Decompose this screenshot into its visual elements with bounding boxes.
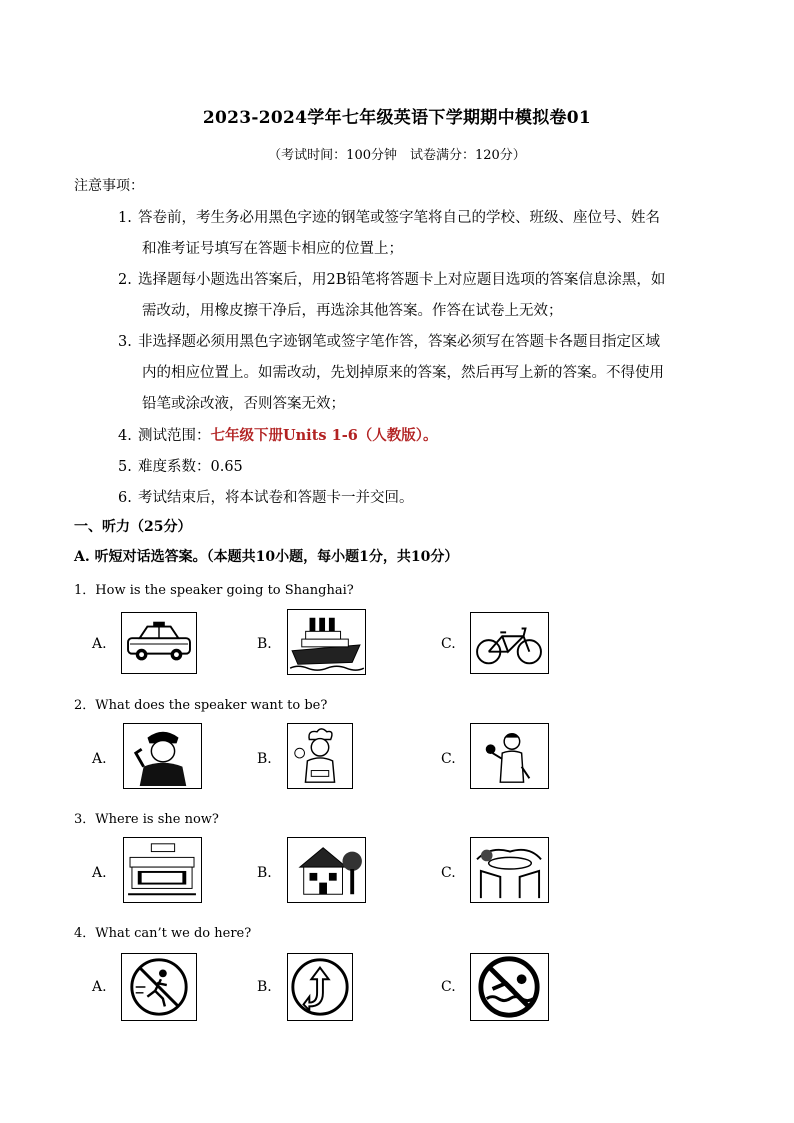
question-number: 4． xyxy=(74,926,96,941)
notice-item xyxy=(118,452,724,483)
option-a-label: A. xyxy=(92,865,107,881)
option-c-label: C. xyxy=(441,865,456,881)
notice-item-number: 3. xyxy=(118,334,132,350)
page-title: 2023-2024学年七年级英语下学期期中模拟卷01 xyxy=(202,108,592,128)
police-officer-icon xyxy=(123,723,202,789)
notice-item xyxy=(118,327,724,420)
notice-item xyxy=(118,483,724,514)
question-number: 1． xyxy=(74,583,96,598)
notice-item-number: 4. xyxy=(118,428,132,444)
question-text: What does the speaker want to be? xyxy=(95,698,328,713)
bicycle-icon xyxy=(470,612,549,674)
notice-item-text: 选择题每小题选出答案后，用2B铅笔将答题卡上对应题目选项的答案信息涂黑，如 xyxy=(138,272,666,288)
house-icon xyxy=(287,837,366,903)
question-text: Where is she now? xyxy=(95,812,219,827)
question-1 xyxy=(74,579,354,598)
notice-item xyxy=(118,265,724,327)
no-swimming-icon xyxy=(470,953,549,1021)
option-c-label: C. xyxy=(441,979,456,995)
question-number: 2． xyxy=(74,698,96,713)
option-b-label: B. xyxy=(257,865,272,881)
section-heading: 一、听力（25分） xyxy=(74,519,192,535)
question-2 xyxy=(74,694,327,713)
notice-heading: 注意事项： xyxy=(74,178,144,194)
cook-icon xyxy=(287,723,353,789)
notice-item-number: 1. xyxy=(118,210,132,226)
notice-item-text: 测试范围： xyxy=(138,428,211,444)
no-running-icon xyxy=(121,953,197,1021)
notice-item-number: 6. xyxy=(118,490,132,506)
notice-item-number: 2. xyxy=(118,272,132,288)
notice-item-text: 答卷前，考生务必用黑色字迹的钢笔或签字笔将自己的学校、班级、座位号、姓名 xyxy=(138,210,660,226)
option-c-label: C. xyxy=(441,636,456,652)
notice-item-continuation: 内的相应位置上。如需改动，先划掉原来的答案，然后再写上新的答案。不得使用 xyxy=(142,365,664,381)
question-3 xyxy=(74,808,219,827)
notice-item-text: 难度系数：0.65 xyxy=(138,459,243,475)
notice-item-continuation: 需改动，用橡皮擦干净后，再选涂其他答案。作答在试卷上无效； xyxy=(142,303,563,319)
option-a-label: A. xyxy=(92,979,107,995)
notice-item xyxy=(118,203,724,265)
option-a-label: A. xyxy=(92,751,107,767)
question-number: 3． xyxy=(74,812,96,827)
part-a-heading: A. 听短对话选答案。（本题共10小题，每小题1分，共10分） xyxy=(74,549,459,565)
notice-item-continuation: 和准考证号填写在答题卡相应的位置上； xyxy=(142,241,403,257)
taxi-icon xyxy=(121,612,197,674)
up-turn-sign-icon xyxy=(287,953,353,1021)
notice-item-number: 5. xyxy=(118,459,132,475)
notice-list xyxy=(118,203,724,514)
reporter-icon xyxy=(470,723,549,789)
question-text: How is the speaker going to Shanghai? xyxy=(95,583,354,598)
option-b-label: B. xyxy=(257,979,272,995)
notice-item-continuation: 铅笔或涂改液，否则答案无效； xyxy=(142,396,345,412)
library-icon xyxy=(123,837,202,903)
option-a-label: A. xyxy=(92,636,107,652)
option-b-label: B. xyxy=(257,751,272,767)
notice-item xyxy=(118,420,724,452)
question-text: What can’t we do here? xyxy=(95,926,252,941)
option-c-label: C. xyxy=(441,751,456,767)
park-icon xyxy=(470,837,549,903)
test-scope-highlight: 七年级下册Units 1-6（人教版）。 xyxy=(210,427,438,444)
exam-info: （考试时间：100分钟 试卷满分：120分） xyxy=(268,148,526,163)
question-4 xyxy=(74,922,251,941)
notice-item-text: 非选择题必须用黑色字迹钢笔或签字笔作答，答案必须写在答题卡各题目指定区域 xyxy=(138,334,660,350)
option-b-label: B. xyxy=(257,636,272,652)
ship-icon xyxy=(287,609,366,675)
notice-item-text: 考试结束后，将本试卷和答题卡一并交回。 xyxy=(138,490,414,506)
